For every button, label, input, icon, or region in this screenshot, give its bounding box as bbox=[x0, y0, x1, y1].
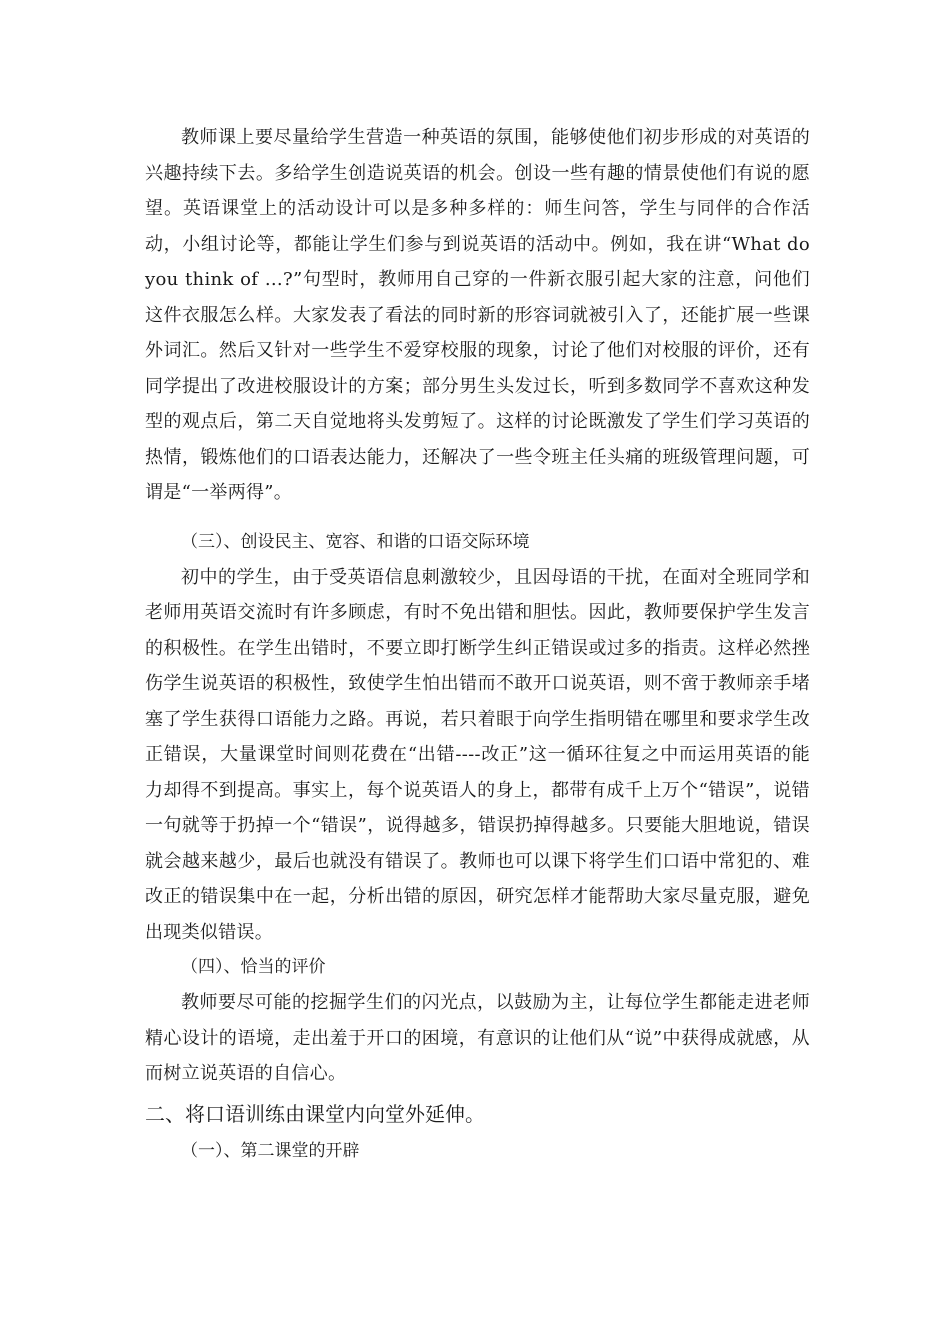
document-body bbox=[145, 120, 810, 1169]
paragraph-classroom-atmosphere: 教师课上要尽量给学生营造一种英语的氛围，能够使他们初步形成的对英语的兴趣持续下去。多给学生创造说英语的机会。创设一些有趣的情景使他们有说的愿望。英语课堂上的活动设计可以是多种多样的：师生问答，学生与同伴的合作活动，小组讨论等，都能让学生们参与到说英语的活动中。例如，我在讲“What do you think of …?”句型时，教师用自己穿的一件新衣服引起大家的注意，问他们这件衣服怎么样。大家发表了看法的同时新的形容词就被引入了，还能扩展一些课外词汇。然后又针对一些学生不爱穿校服的现象，讨论了他们对校服的评价，还有同学提出了改进校服设计的方案；部分男生头发过长，听到多数同学不喜欢这种发型的观点后，第二天自觉地将头发剪短了。这样的讨论既激发了学生们学习英语的热情，锻炼他们的口语表达能力，还解决了一些令班主任头痛的班级管理问题，可谓是“一举两得”。 bbox=[145, 127, 810, 503]
chapter-heading-2: 二、将口语训练由课堂内向堂外延伸。 bbox=[145, 1101, 485, 1126]
section-heading-4: （四）、恰当的评价 bbox=[181, 957, 326, 977]
paragraph-evaluation: 教师要尽可能的挖掘学生们的闪光点，以鼓励为主，让每位学生都能走进老师精心设计的语境，走出羞于开口的困境，有意识的让他们从“说”中获得成就感，从而树立说英语的自信心。 bbox=[145, 992, 810, 1084]
section-heading-1: （一）、第二课堂的开辟 bbox=[181, 1140, 360, 1161]
paragraph-tolerant-environment: 初中的学生，由于受英语信息刺激较少，且因母语的干扰，在面对全班同学和老师用英语交流时有许多顾虑，有时不免出错和胆怯。因此，教师要保护学生发言的积极性。在学生出错时，不要立即打断学生纠正错误或过多的指责。这样必然挫伤学生说英语的积极性，致使学生怕出错而不敢开口说英语，则不啻于教师亲手堵塞了学生获得口语能力之路。再说，若只着眼于向学生指明错在哪里和要求学生改正错误，大量课堂时间则花费在“出错----改正”这一循环往复之中而运用英语的能力却得不到提高。事实上，每个说英语人的身上，都带有成千上万个“错误”，说错一句就等于扔掉一个“错误”，说得越多，错误扔掉得越多。只要能大胆地说，错误就会越来越少，最后也就没有错误了。教师也可以课下将学生们口语中常犯的、难改正的错误集中在一起，分析出错的原因，研究怎样才能帮助大家尽量克服，避免出现类似错误。 bbox=[145, 566, 810, 943]
spacer bbox=[145, 511, 810, 525]
section-heading-3: （三）、创设民主、宽容、和谐的口语交际环境 bbox=[181, 531, 530, 552]
